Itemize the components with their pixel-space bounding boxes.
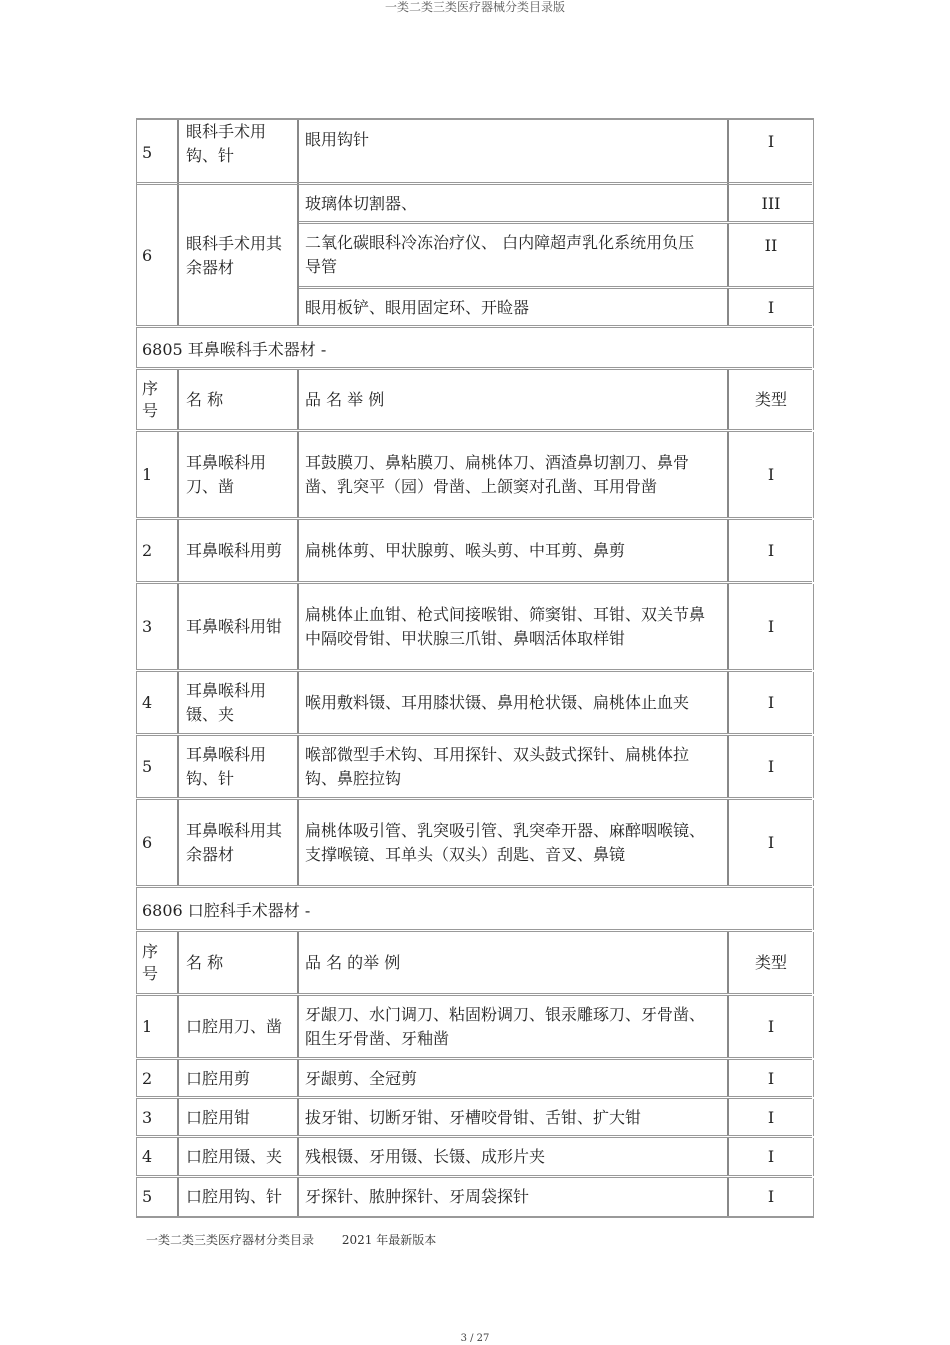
row-number: 2	[142, 541, 153, 560]
row-examples: 牙探针、脓肿探针、牙周袋探针	[299, 1178, 729, 1216]
row-name: 眼科手术用其余器材	[177, 186, 299, 326]
row-examples: 喉用敷料镊、耳用膝状镊、鼻用枪状镊、扁桃体止血夹	[299, 672, 729, 734]
row-examples: 喉部微型手术钩、耳用探针、双头鼓式探针、扁桃体拉钩、鼻腔拉钩	[299, 736, 729, 798]
row-number: 5	[142, 1187, 153, 1206]
row-type: I	[767, 617, 775, 636]
row-type: I	[767, 1187, 775, 1206]
header-examples: 品 名 举 例	[299, 370, 729, 430]
row-type: I	[767, 541, 775, 560]
header-type: 类型	[754, 953, 787, 972]
section-heading-6806	[136, 888, 814, 930]
row-type: I	[767, 1068, 775, 1088]
row-examples: 残根镊、牙用镊、长镊、成形片夹	[299, 1138, 729, 1176]
header-number: 序号	[142, 379, 159, 420]
row-examples: 玻璃体切割器、	[299, 186, 729, 222]
table-row	[136, 736, 814, 798]
header-name: 名 称	[177, 370, 299, 430]
row-type: II	[764, 236, 778, 255]
row-type: I	[767, 132, 775, 151]
table-row	[136, 186, 814, 326]
row-examples: 扁桃体吸引管、乳突吸引管、乳突牵开器、麻醉咽喉镜、支撑喉镜、耳单头（双头）刮匙、音叉、鼻镜	[299, 800, 729, 886]
row-name: 口腔用钩、针	[177, 1178, 299, 1216]
footer-note-version: 2021 年最新版本	[341, 1233, 437, 1247]
table-header-row	[136, 932, 814, 994]
header-examples: 品 名 的举 例	[299, 932, 729, 994]
table-row	[136, 584, 814, 670]
row-examples: 扁桃体剪、甲状腺剪、喉头剪、中耳剪、鼻剪	[299, 520, 729, 582]
row-number: 1	[142, 1017, 153, 1036]
row-number: 5	[142, 143, 153, 162]
row-number: 1	[142, 465, 153, 484]
row-examples: 牙龈刀、水门调刀、粘固粉调刀、银汞雕琢刀、牙骨凿、阻生牙骨凿、牙釉凿	[299, 996, 729, 1058]
table-row	[136, 1099, 814, 1136]
row-type: I	[767, 1017, 775, 1036]
row-number: 6	[142, 246, 153, 265]
row-number: 3	[142, 617, 153, 636]
header-type: 类型	[754, 390, 787, 409]
table-row	[136, 432, 814, 518]
header-name: 名 称	[177, 932, 299, 994]
row-name: 耳鼻喉科用刀、凿	[177, 432, 299, 518]
table-row	[136, 996, 814, 1058]
row-divider	[136, 182, 812, 185]
row-number: 4	[142, 693, 153, 712]
table-row	[136, 520, 814, 582]
footer-note	[146, 1231, 460, 1248]
header-number: 序号	[142, 942, 159, 983]
table-row	[136, 800, 814, 886]
row-number: 3	[142, 1107, 153, 1127]
row-examples: 牙龈剪、全冠剪	[299, 1060, 729, 1097]
footer-note-title: 一类二类三类医疗器材分类目录	[146, 1233, 315, 1247]
row-name: 眼科手术用钩、针	[177, 120, 299, 186]
row-number: 6	[142, 833, 153, 852]
row-name: 耳鼻喉科用其余器材	[177, 800, 299, 886]
table-row	[136, 672, 814, 734]
section-title: 6806 口腔科手术器材 -	[142, 900, 311, 920]
table-row	[136, 1138, 814, 1176]
row-name: 口腔用钳	[177, 1099, 299, 1136]
row-examples: 眼用钩针	[299, 120, 729, 186]
row-type: III	[761, 194, 781, 213]
row-type: I	[767, 833, 775, 852]
row-examples: 眼用板铲、眼用固定环、开睑器	[299, 289, 729, 326]
table-row	[136, 118, 814, 186]
page-header: 一类二类三类医疗器械分类目录版	[384, 0, 565, 14]
row-name: 耳鼻喉科用钩、针	[177, 736, 299, 798]
row-name: 口腔用剪	[177, 1060, 299, 1097]
row-type: I	[767, 297, 775, 317]
table-header-row	[136, 370, 814, 430]
section-title: 6805 耳鼻喉科手术器材 -	[142, 339, 327, 359]
row-name: 耳鼻喉科用镊、夹	[177, 672, 299, 734]
row-type: I	[767, 757, 775, 776]
table-row	[136, 1060, 814, 1097]
row-number: 5	[142, 757, 153, 776]
row-type: I	[767, 693, 775, 712]
row-examples: 二氧化碳眼科冷冻治疗仪、 白内障超声乳化系统用负压导管	[299, 224, 729, 286]
row-examples: 扁桃体止血钳、枪式间接喉钳、筛窦钳、耳钳、双关节鼻中隔咬骨钳、甲状腺三爪钳、鼻咽活体取样钳	[299, 584, 729, 670]
page-number: 3 / 27	[460, 1333, 490, 1344]
row-examples: 耳鼓膜刀、鼻粘膜刀、扁桃体刀、酒渣鼻切割刀、鼻骨凿、乳突平（园）骨凿、上颌窦对孔凿、耳用骨凿	[299, 432, 729, 518]
row-type: I	[767, 1107, 775, 1127]
table-row	[136, 1178, 814, 1218]
section-heading-6805	[136, 328, 814, 368]
row-number: 2	[142, 1068, 153, 1088]
row-number: 4	[142, 1147, 153, 1166]
row-name: 耳鼻喉科用钳	[177, 584, 299, 670]
row-type: I	[767, 465, 775, 484]
row-name: 耳鼻喉科用剪	[177, 520, 299, 582]
row-name: 口腔用刀、凿	[177, 996, 299, 1058]
row-name: 口腔用镊、夹	[177, 1138, 299, 1176]
row-examples: 拔牙钳、切断牙钳、牙槽咬骨钳、舌钳、扩大钳	[299, 1099, 729, 1136]
row-type: I	[767, 1147, 775, 1166]
